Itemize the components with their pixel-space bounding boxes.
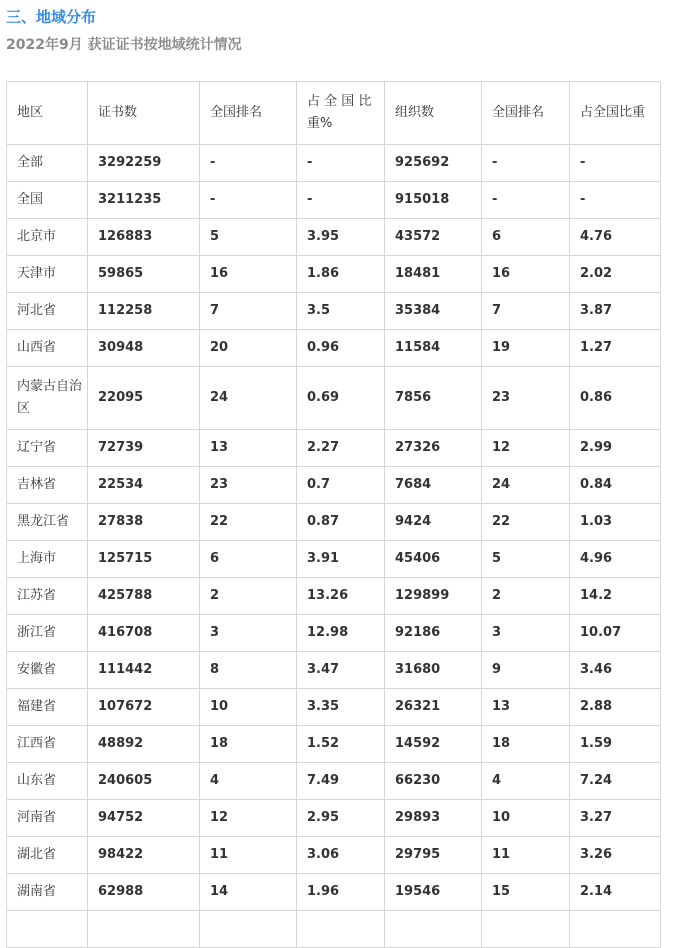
- cell-certificates: 3211235: [88, 182, 200, 219]
- cell-cert-share: 0.7: [297, 467, 385, 504]
- table-row: [7, 874, 661, 911]
- cell-org-share: 10.07: [570, 615, 661, 652]
- cell-cert-share: 0.69: [297, 367, 385, 430]
- cell-cert-share: 3.35: [297, 689, 385, 726]
- cell-organizations: 31680: [385, 652, 482, 689]
- table-row: [7, 219, 661, 256]
- cell-org-rank: 10: [482, 800, 570, 837]
- table-row: [7, 837, 661, 874]
- table-row: [7, 652, 661, 689]
- cell-region: 福建省: [7, 689, 88, 726]
- cell-region: 河南省: [7, 800, 88, 837]
- table-row: [7, 182, 661, 219]
- cell-organizations: [385, 911, 482, 948]
- cell-certificates: 125715: [88, 541, 200, 578]
- cell-org-rank: 4: [482, 763, 570, 800]
- cell-org-rank: [482, 911, 570, 948]
- cell-cert-rank: [200, 911, 297, 948]
- cell-region: 山西省: [7, 330, 88, 367]
- cell-org-share: 1.59: [570, 726, 661, 763]
- cell-region: 内蒙古自治区: [7, 367, 88, 430]
- cell-organizations: 43572: [385, 219, 482, 256]
- cell-organizations: 29893: [385, 800, 482, 837]
- cell-cert-share: -: [297, 145, 385, 182]
- cell-certificates: 107672: [88, 689, 200, 726]
- cell-org-rank: 9: [482, 652, 570, 689]
- table-row: [7, 293, 661, 330]
- table-row: [7, 467, 661, 504]
- cell-certificates: 126883: [88, 219, 200, 256]
- cell-org-rank: 22: [482, 504, 570, 541]
- cell-certificates: 111442: [88, 652, 200, 689]
- cell-org-share: 2.02: [570, 256, 661, 293]
- cell-cert-rank: 6: [200, 541, 297, 578]
- table-row: [7, 911, 661, 948]
- cell-cert-rank: 4: [200, 763, 297, 800]
- cell-region: [7, 911, 88, 948]
- cell-organizations: 9424: [385, 504, 482, 541]
- cell-cert-rank: 10: [200, 689, 297, 726]
- cell-org-rank: 19: [482, 330, 570, 367]
- cell-cert-share: [297, 911, 385, 948]
- cell-cert-share: 3.47: [297, 652, 385, 689]
- cell-organizations: 29795: [385, 837, 482, 874]
- cell-cert-rank: 23: [200, 467, 297, 504]
- header-org-share: 占全国比重: [570, 82, 661, 145]
- cell-certificates: 30948: [88, 330, 200, 367]
- table-row: [7, 763, 661, 800]
- cell-cert-share: 0.96: [297, 330, 385, 367]
- cell-cert-rank: 12: [200, 800, 297, 837]
- cell-certificates: 22095: [88, 367, 200, 430]
- cell-organizations: 915018: [385, 182, 482, 219]
- cell-cert-rank: 22: [200, 504, 297, 541]
- cell-org-rank: 7: [482, 293, 570, 330]
- cell-region: 河北省: [7, 293, 88, 330]
- table-row: [7, 330, 661, 367]
- cell-region: 安徽省: [7, 652, 88, 689]
- cell-certificates: 3292259: [88, 145, 200, 182]
- cell-org-share: -: [570, 145, 661, 182]
- region-stats-table: [6, 81, 661, 948]
- cell-org-rank: 15: [482, 874, 570, 911]
- cell-cert-rank: 14: [200, 874, 297, 911]
- cell-organizations: 11584: [385, 330, 482, 367]
- table-row: [7, 541, 661, 578]
- cell-organizations: 45406: [385, 541, 482, 578]
- cell-org-rank: 16: [482, 256, 570, 293]
- cell-org-share: 3.26: [570, 837, 661, 874]
- cell-organizations: 35384: [385, 293, 482, 330]
- table-row: [7, 800, 661, 837]
- cell-org-share: 3.27: [570, 800, 661, 837]
- table-row: [7, 615, 661, 652]
- cell-certificates: 425788: [88, 578, 200, 615]
- cell-region: 辽宁省: [7, 430, 88, 467]
- cell-organizations: 66230: [385, 763, 482, 800]
- cell-cert-share: 1.96: [297, 874, 385, 911]
- table-subtitle: 2022年9月 获证证书按地域统计情况: [6, 37, 242, 53]
- cell-cert-rank: 11: [200, 837, 297, 874]
- table-row: [7, 430, 661, 467]
- cell-org-rank: 6: [482, 219, 570, 256]
- cell-org-rank: 24: [482, 467, 570, 504]
- cell-org-rank: 18: [482, 726, 570, 763]
- table-row: [7, 504, 661, 541]
- cell-cert-rank: -: [200, 182, 297, 219]
- cell-cert-rank: 13: [200, 430, 297, 467]
- cell-organizations: 26321: [385, 689, 482, 726]
- cell-cert-share: 0.87: [297, 504, 385, 541]
- cell-certificates: 27838: [88, 504, 200, 541]
- cell-org-share: 14.2: [570, 578, 661, 615]
- table-row: [7, 578, 661, 615]
- cell-org-share: 4.96: [570, 541, 661, 578]
- cell-certificates: 416708: [88, 615, 200, 652]
- cell-certificates: 48892: [88, 726, 200, 763]
- cell-org-rank: 5: [482, 541, 570, 578]
- cell-org-share: 2.99: [570, 430, 661, 467]
- cell-organizations: 27326: [385, 430, 482, 467]
- table-header-row: [7, 82, 661, 145]
- cell-certificates: 72739: [88, 430, 200, 467]
- cell-org-share: 3.87: [570, 293, 661, 330]
- cell-org-rank: 12: [482, 430, 570, 467]
- cell-cert-rank: 7: [200, 293, 297, 330]
- table-row: [7, 689, 661, 726]
- header-certificates: 证书数: [88, 82, 200, 145]
- cell-certificates: 94752: [88, 800, 200, 837]
- cell-org-rank: -: [482, 182, 570, 219]
- cell-organizations: 18481: [385, 256, 482, 293]
- cell-org-share: 2.88: [570, 689, 661, 726]
- cell-cert-share: 13.26: [297, 578, 385, 615]
- cell-organizations: 14592: [385, 726, 482, 763]
- cell-cert-share: 1.86: [297, 256, 385, 293]
- cell-org-share: 0.86: [570, 367, 661, 430]
- cell-org-rank: 11: [482, 837, 570, 874]
- cell-organizations: 129899: [385, 578, 482, 615]
- cell-org-share: 7.24: [570, 763, 661, 800]
- header-organizations: 组织数: [385, 82, 482, 145]
- header-org-rank: 全国排名: [482, 82, 570, 145]
- cell-region: 湖北省: [7, 837, 88, 874]
- cell-cert-rank: 18: [200, 726, 297, 763]
- cell-cert-rank: 5: [200, 219, 297, 256]
- header-cert-share: 占 全 国 比 重%: [297, 82, 385, 145]
- cell-cert-rank: 16: [200, 256, 297, 293]
- cell-region: 江西省: [7, 726, 88, 763]
- cell-certificates: [88, 911, 200, 948]
- table-row: [7, 145, 661, 182]
- cell-org-rank: 3: [482, 615, 570, 652]
- cell-org-rank: -: [482, 145, 570, 182]
- cell-region: 山东省: [7, 763, 88, 800]
- cell-region: 江苏省: [7, 578, 88, 615]
- cell-org-share: 0.84: [570, 467, 661, 504]
- cell-organizations: 7856: [385, 367, 482, 430]
- cell-certificates: 98422: [88, 837, 200, 874]
- cell-org-rank: 2: [482, 578, 570, 615]
- cell-cert-share: 2.27: [297, 430, 385, 467]
- cell-org-share: 3.46: [570, 652, 661, 689]
- cell-cert-share: 12.98: [297, 615, 385, 652]
- cell-cert-rank: 24: [200, 367, 297, 430]
- cell-region: 全国: [7, 182, 88, 219]
- cell-organizations: 92186: [385, 615, 482, 652]
- header-cert-rank: 全国排名: [200, 82, 297, 145]
- cell-organizations: 925692: [385, 145, 482, 182]
- cell-cert-share: 2.95: [297, 800, 385, 837]
- table-row: [7, 367, 661, 430]
- cell-region: 北京市: [7, 219, 88, 256]
- cell-certificates: 22534: [88, 467, 200, 504]
- cell-region: 黑龙江省: [7, 504, 88, 541]
- cell-region: 上海市: [7, 541, 88, 578]
- cell-org-rank: 23: [482, 367, 570, 430]
- cell-org-share: [570, 911, 661, 948]
- cell-organizations: 7684: [385, 467, 482, 504]
- cell-cert-rank: 3: [200, 615, 297, 652]
- cell-org-share: -: [570, 182, 661, 219]
- cell-certificates: 62988: [88, 874, 200, 911]
- cell-cert-rank: -: [200, 145, 297, 182]
- cell-region: 全部: [7, 145, 88, 182]
- cell-region: 天津市: [7, 256, 88, 293]
- cell-certificates: 59865: [88, 256, 200, 293]
- cell-organizations: 19546: [385, 874, 482, 911]
- cell-cert-share: 1.52: [297, 726, 385, 763]
- cell-cert-share: 3.91: [297, 541, 385, 578]
- cell-cert-share: 3.5: [297, 293, 385, 330]
- cell-cert-share: 3.95: [297, 219, 385, 256]
- cell-cert-share: 7.49: [297, 763, 385, 800]
- table-row: [7, 256, 661, 293]
- cell-cert-rank: 2: [200, 578, 297, 615]
- cell-cert-rank: 8: [200, 652, 297, 689]
- cell-cert-share: 3.06: [297, 837, 385, 874]
- cell-org-rank: 13: [482, 689, 570, 726]
- cell-org-share: 1.03: [570, 504, 661, 541]
- header-region: 地区: [7, 82, 88, 145]
- section-title: 三、地域分布: [6, 8, 97, 26]
- cell-org-share: 2.14: [570, 874, 661, 911]
- cell-cert-rank: 20: [200, 330, 297, 367]
- cell-certificates: 240605: [88, 763, 200, 800]
- cell-region: 湖南省: [7, 874, 88, 911]
- cell-org-share: 1.27: [570, 330, 661, 367]
- table-row: [7, 726, 661, 763]
- cell-certificates: 112258: [88, 293, 200, 330]
- cell-org-share: 4.76: [570, 219, 661, 256]
- cell-region: 浙江省: [7, 615, 88, 652]
- cell-region: 吉林省: [7, 467, 88, 504]
- cell-cert-share: -: [297, 182, 385, 219]
